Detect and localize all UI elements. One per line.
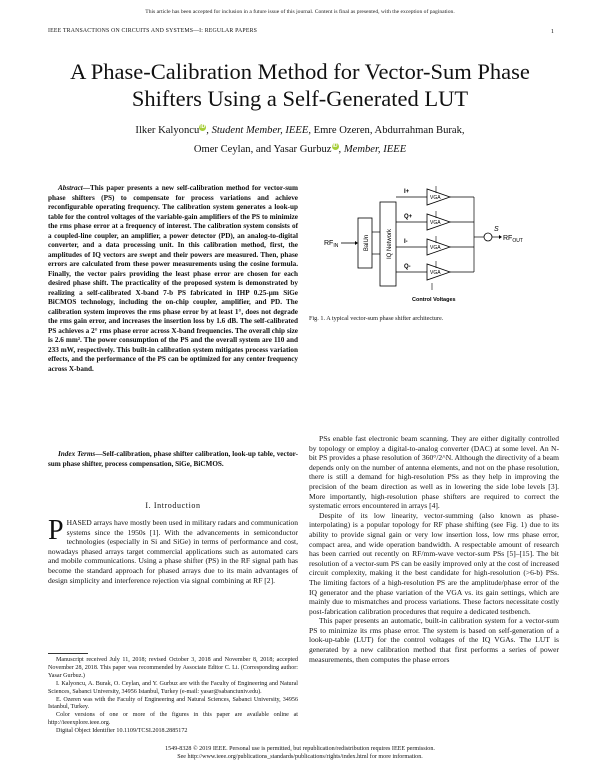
- author-list: [60, 121, 540, 159]
- index-terms-text: —Self-calibration, phase shifter calibration, look-up table, vector-sum phase shifter, process compensation, SiGe, BiCMOS.: [48, 450, 298, 468]
- port-label: I-: [404, 239, 408, 245]
- vga-branch-i-minus: [396, 239, 474, 255]
- port-label: I+: [404, 189, 410, 195]
- footnote: Manuscript received July 11, 2018; revised October 3, 2018 and November 8, 2018; accepted November 28, 2018. This paper was recommended by Associate Editor C. Li. (Corresponding author: Yasar Gurbuz.): [48, 657, 298, 679]
- intro-paragraph: [48, 515, 298, 585]
- paper-title: [40, 58, 560, 112]
- figure-caption: Fig. 1. A typical vector-sum phase shifter architecture.: [309, 315, 444, 322]
- footnote: Color versions of one or more of the figures in this paper are available online at http://ieeexplore.ieee.org.: [48, 712, 298, 727]
- port-label: Q+: [404, 214, 413, 220]
- index-terms-lead: Index Terms: [58, 450, 96, 458]
- figure-1-diagram: [324, 180, 524, 310]
- rf-in-label: $RF_{IN}$: [324, 240, 339, 249]
- abstract-text: —This paper presents a new self-calibration method for vector-sum phase shifters (PS) to compensate for process variations and achieve reconfigurable operating frequency. The calibration system generates a look-up table for the control voltages of the variable-gain amplifiers of the PS to minimize the rms phase error at a frequency of interest. The calibration system consists of a coupled-line coupler, an amplifier, a power detector (PD), an analog-to-digital converter, and a data processing unit. In this calibration method, first, the amplitudes of IQ vectors are swept and their powers are measured. Then, phase errors are calculated from these power measurements using the cosine formula. Finally, the vector pairs providing the least phase error are chosen for each desired phase shift. The practicality of the proposed system is demonstrated by realizing a self-calibrated X-band 7-b PS fabricated in IHP 0.25-μm SiGe BiCMOS technology, including the on-chip coupler, amplifier, and PD. The calibration system improves the rms phase error by at least 1°, does not degrade the rms gain error, and increases the insertion loss by 1.6 dB. The self-calibrated PS achieves a 2° rms phase error across X-band frequencies. The overall chip size is 2.6 mm². The power consumption of the PS and the overall system are 110 and 233 mW, respectively. This built-in calibration system mitigates process variation effects, and the performance of the PS can be optimized for any center frequency across X-band.: [48, 184, 298, 373]
- balun-label: BalUn: [364, 234, 370, 252]
- author-names: , Emre Ozeren, Abdurrahman Burak,: [308, 125, 465, 136]
- index-terms: [48, 450, 298, 469]
- copyright-line: 1549-8328 © 2019 IEEE. Personal use is permitted, but republication/redistribution requires IEEE permission.: [165, 746, 435, 752]
- orcid-icon[interactable]: iD: [332, 143, 338, 150]
- vga-label: VGA: [430, 270, 441, 276]
- iq-network-label: IQ Network: [387, 228, 393, 260]
- author-gurbuz: , and Yasar Gurbuz: [250, 144, 332, 155]
- rf-out-label: $RF_{OUT}$: [503, 235, 523, 244]
- sum-label: S: [494, 226, 499, 233]
- footnotes: [48, 657, 298, 736]
- paragraph: This paper presents an automatic, built-in calibration system for a vector-sum PS to minimize its rms phase error. The system is based on self-generation of a look-up-table (LUT) for the control voltages of the IQ VGAs. The LUT is generated by a new calibration method that first performs a series of power measurements, then computes the phase errors: [309, 616, 559, 664]
- footnote: E. Ozeren was with the Faculty of Engineering and Natural Sciences, Sabanci University, 34956 Istanbul, Turkey.: [48, 696, 298, 711]
- abstract: [48, 184, 298, 374]
- control-voltages-label: Control Voltages: [412, 297, 456, 303]
- rights-link[interactable]: See http://www.ieee.org/publications_standards/publications/rights/index.html for more information.: [177, 754, 423, 760]
- author-kalyoncu: Ilker Kalyoncu: [135, 125, 200, 136]
- acceptance-notice: This article has been accepted for inclusion in a future issue of this journal. Content is final as presented, with the exception of pagination.: [145, 9, 455, 15]
- arrow-icon: [499, 235, 502, 239]
- copyright-footer: [0, 745, 600, 761]
- summing-node: [484, 233, 492, 241]
- vga-label: VGA: [430, 245, 441, 251]
- author-role: , Student Member, IEEE: [206, 125, 309, 136]
- vga-label: VGA: [430, 220, 441, 226]
- footnote-rule: [48, 653, 88, 654]
- title-line-1: A Phase-Calibration Method for Vector-Sum Phase: [70, 59, 530, 84]
- vga-branch-q-plus: [396, 214, 474, 230]
- orcid-icon[interactable]: iD: [200, 124, 206, 131]
- paragraph: PSs enable fast electronic beam scanning. They are either digitally controlled by topology or employ a digital-to-analog converter (DAC) at some level. An N-bit PS provides a phase resolution of 360°/2^N. Although the directivity of a beam depends only on the number of antenna elements, and not on the phase resolution, there is still a demand for high-resolution PSs as they help in improving the precision of the beam direction as well as in lowering the side lobe levels [3]. More importantly, high-resolution phase shifters are required to correct the systematic errors encountered in arrays [4].: [309, 434, 559, 511]
- running-header: IEEE TRANSACTIONS ON CIRCUITS AND SYSTEMS—I: REGULAR PAPERS: [48, 28, 258, 34]
- title-line-2: Shifters Using a Self-Generated LUT: [131, 86, 469, 111]
- vga-branch-q-minus: [396, 264, 474, 280]
- author-role: , Member, IEEE: [338, 144, 407, 155]
- section-heading: I. Introduction: [145, 501, 201, 510]
- vga-branch-i-plus: [396, 189, 474, 205]
- vga-label: VGA: [430, 195, 441, 201]
- footnote: I. Kalyoncu, A. Burak, O. Ceylan, and Y. Gurbuz are with the Faculty of Engineering and Natural Sciences, Sabanci University, 34956 Istanbul, Turkey (e-mail: yasar@sabanciuniv.edu).: [48, 680, 298, 695]
- author-ceylan: Omer Ceylan: [193, 144, 251, 155]
- paragraph: Despite of its low linearity, vector-summing (also known as phase-interpolating) is a popular topology for RF phase shifting (see Fig. 1) due to its ability to provide signal gain or very low insertion loss, low rms phase error, compact area, and wide operation bandwidth. A respectable amount of research has been carried out recently on RF/mm-wave vector-sum PSs [5]–[15]. The bit resolution of a vector-sum PS can be easily improved only at the cost of increased circuit complexity, making it the best candidate for high-resolution (>6-b) PSs. The limiting factors of a high-resolution PS are the amplitude/phase error of the IQ generator and the phase variation of the VGA vs. its gain settings, which are mainly due to mismatches and process variations. These factors necessitate costly post-fabrication calibration procedures that require a dedicated testbench.: [309, 510, 559, 616]
- right-column-text: [309, 434, 559, 664]
- port-label: Q-: [404, 264, 411, 270]
- drop-cap: P: [48, 515, 64, 546]
- footnote: Digital Object Identifier 10.1109/TCSI.2018.2885172: [56, 728, 188, 735]
- abstract-lead: Abstract: [58, 184, 83, 192]
- intro-text: HASED arrays have mostly been used in military radars and communication systems since the 1950s [1]. With the advancements in semiconductor technologies (especially in Si and SiGe) in terms of performance and cost, nowadays phased arrays target commercial applications such as automated cars and mobile communications. Using a phase shifter (PS) in the RF signal path has become the standard approach for phased arrays due to its main advantages of design simplicity and interference rejection via signal combining at RF [2].: [48, 518, 298, 585]
- arrow-icon: [355, 241, 358, 245]
- page-number: 1: [550, 28, 554, 35]
